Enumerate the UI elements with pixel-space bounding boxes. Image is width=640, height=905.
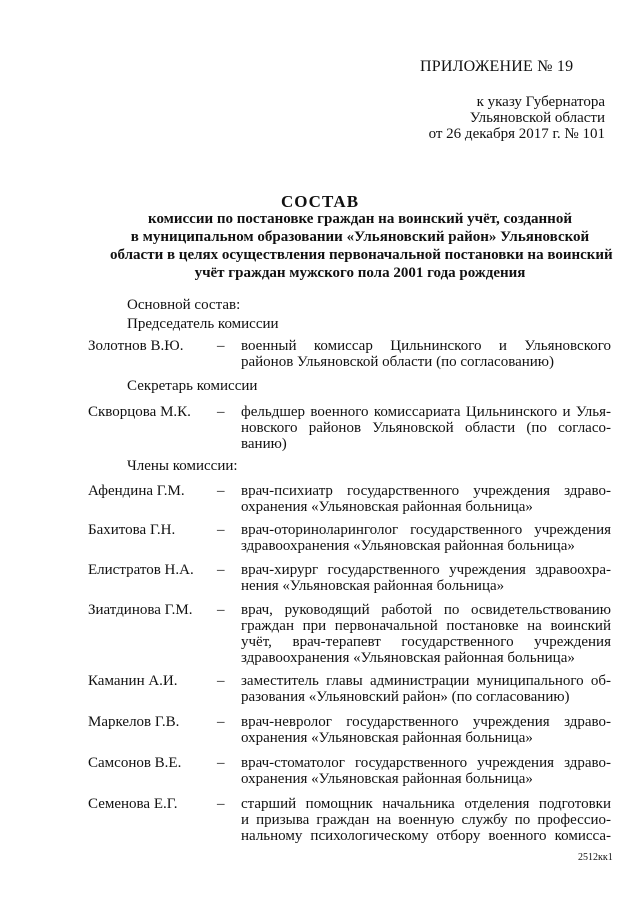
- dash: –: [217, 796, 225, 812]
- person-position: врач-оториноларинголог государственного учреждения здравоохранения «Ульяновская районная больница»: [241, 522, 611, 554]
- subtitle-line: учёт граждан мужского пола 2001 года рождения: [194, 265, 526, 281]
- decree-reference: [380, 94, 605, 142]
- decree-line: от 26 декабря 2017 г. № 101: [428, 126, 605, 142]
- person-name: Скворцова М.К.: [88, 404, 191, 420]
- dash: –: [217, 404, 225, 420]
- person-position: военный комиссар Цильнинского и Ульяновского районов Ульяновской области (по согласованию): [241, 338, 611, 370]
- dash: –: [217, 483, 225, 499]
- subtitle-line: области в целях осуществления первоначальной постановки на воинский: [110, 247, 613, 263]
- dash: –: [217, 714, 225, 730]
- dash: –: [217, 338, 225, 354]
- person-position: врач-хирург государственного учреждения здравоохра- нения «Ульяновская районная больница»: [241, 562, 611, 594]
- section-chairman: Председатель комиссии: [127, 316, 279, 332]
- subtitle-line: комиссии по постановке граждан на воинский учёт, созданной: [148, 211, 572, 227]
- decree-line: Ульяновской области: [469, 110, 605, 126]
- person-position: врач-психиатр государственного учреждения здраво- охранения «Ульяновская районная больница»: [241, 483, 611, 515]
- dash: –: [217, 673, 225, 689]
- person-position: фельдшер военного комиссариата Цильнинского и Улья- новского районов Ульяновской области (по согласо- ванию): [241, 404, 611, 452]
- dash: –: [217, 522, 225, 538]
- subtitle-line: в муниципальном образовании «Ульяновский район» Ульяновской: [130, 229, 590, 245]
- person-name: Каманин А.И.: [88, 673, 178, 689]
- section-secretary: Секретарь комиссии: [127, 378, 258, 394]
- document-title: СОСТАВ: [280, 192, 360, 211]
- person-name: Бахитова Г.Н.: [88, 522, 176, 538]
- person-position: врач, руководящий работой по освидетельствованию граждан при первоначальной постановке на воинский учёт, врач-терапевт государственного учреждения здравоохранения «Ульяновская районная больница»: [241, 602, 611, 666]
- person-name: Елистратов Н.А.: [88, 562, 194, 578]
- person-name: Золотнов В.Ю.: [88, 338, 184, 354]
- decree-line: к указу Губернатора: [476, 94, 605, 110]
- person-name: Афендина Г.М.: [88, 483, 185, 499]
- person-name: Самсонов В.Е.: [88, 755, 182, 771]
- section-members: Члены комиссии:: [127, 458, 238, 474]
- document-subtitle: [110, 210, 613, 282]
- appendix-number: ПРИЛОЖЕНИЕ № 19: [420, 58, 574, 75]
- person-position: заместитель главы администрации муниципального об- разования «Ульяновский район» (по согласованию): [241, 673, 611, 705]
- person-position: врач-стоматолог государственного учреждения здраво- охранения «Ульяновская районная больница»: [241, 755, 611, 787]
- person-name: Семенова Е.Г.: [88, 796, 178, 812]
- person-position: врач-невролог государственного учреждения здраво- охранения «Ульяновская районная больница»: [241, 714, 611, 746]
- person-position: старший помощник начальника отделения подготовки и призыва граждан на военную службу по профессио- нальному психологическому отбору военного комисса-: [241, 796, 611, 844]
- person-name: Маркелов Г.В.: [88, 714, 180, 730]
- section-main: Основной состав:: [127, 297, 241, 313]
- dash: –: [217, 755, 225, 771]
- dash: –: [217, 562, 225, 578]
- dash: –: [217, 602, 225, 618]
- document-code: 2512кк1: [578, 852, 613, 863]
- person-name: Зиатдинова Г.М.: [88, 602, 193, 618]
